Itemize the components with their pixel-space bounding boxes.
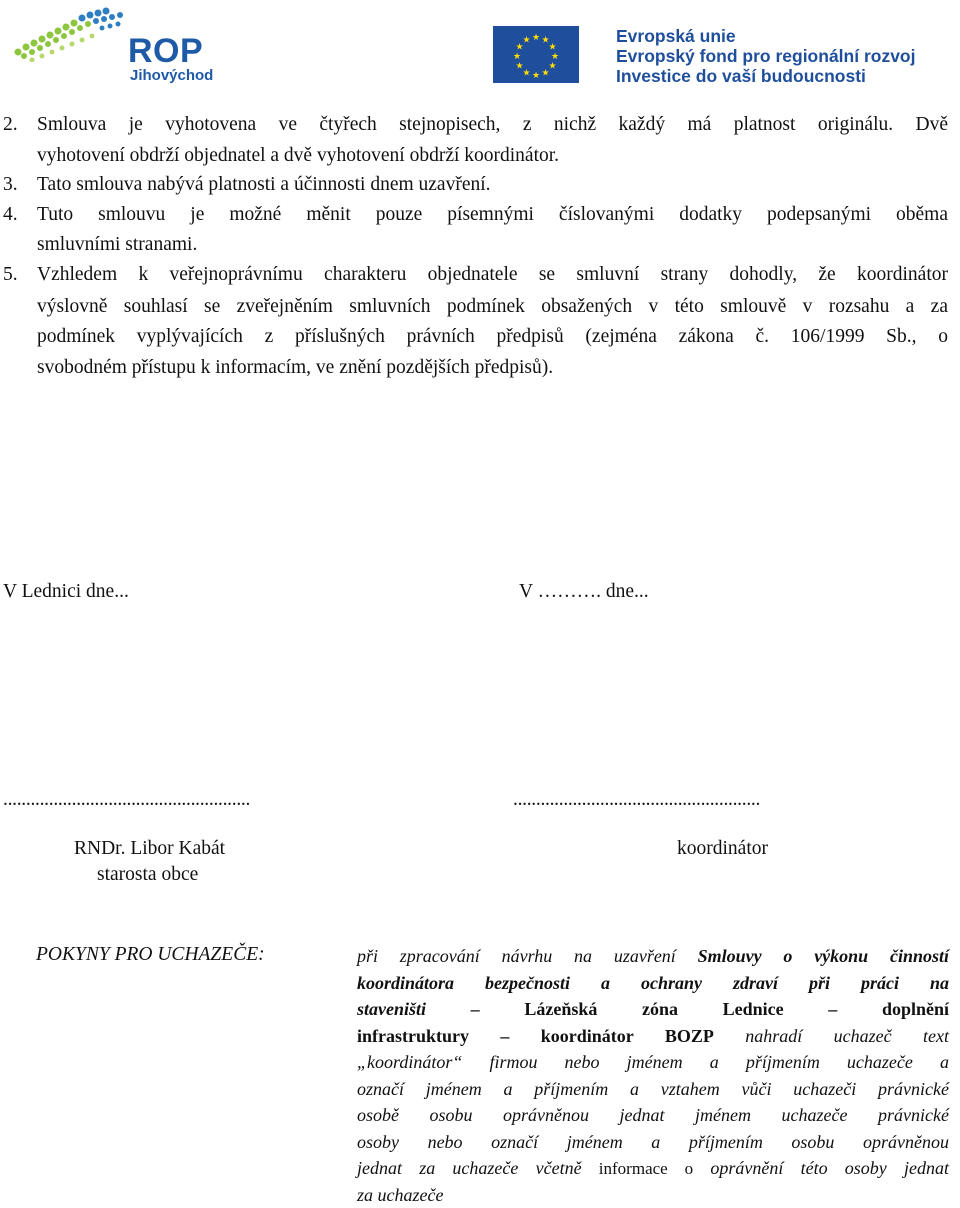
place-date-left: V Lednici dne... [3, 579, 129, 605]
instructions-row-10: za uchazeče [357, 1182, 949, 1208]
instructions-row-2: koordinátora bezpečnosti a ochrany zdraví při práci na [357, 970, 949, 997]
eu-line-3: Investice do vaší budoucnosti [616, 66, 915, 86]
clause-3-number: 3. [3, 172, 18, 198]
instructions-r4b: nahradí uchazeč text [714, 1026, 949, 1046]
instructions-title: POKYNY PRO UCHAZEČE: [36, 942, 265, 968]
instructions-r4a: infrastruktury – koordinátor BOZP [357, 1026, 714, 1046]
clause-3-line-1: Tato smlouva nabývá platnosti a účinnosti dnem uzavření. [37, 172, 491, 198]
instructions-r9b: informace o [599, 1159, 693, 1178]
svg-text:★: ★ [522, 36, 530, 46]
clause-4-line-2: smluvními stranami. [37, 232, 197, 258]
signature-line-right: ...................................................... [513, 787, 760, 813]
instructions-r1a: při zpracování návrhu na uzavření [357, 946, 698, 966]
eu-line-1: Evropská unie [616, 26, 915, 46]
clause-2-line-2: vyhotovení obdrží objednatel a dvě vyhotovení obdrží koordinátor. [37, 143, 559, 169]
instructions-r3b: – Lázeňská zóna Lednice – doplnění [426, 999, 949, 1019]
page-header [0, 0, 960, 100]
instructions-r3a: staveništi [357, 999, 426, 1019]
clause-5-line-2: výslovně souhlasí se zveřejněním smluvních podmínek obsažených v této smlouvě v rozsahu a za [37, 294, 948, 320]
place-date-right: V ………. dne... [519, 579, 649, 605]
clause-4-line-1: Tuto smlouvu je možné měnit pouze písemnými číslovanými dodatky podepsanými oběma [37, 202, 948, 228]
signatory-name-left: RNDr. Libor Kabát [74, 836, 225, 862]
svg-text:★: ★ [513, 52, 521, 62]
signature-line-left: ...................................................... [3, 787, 250, 813]
svg-text:★: ★ [522, 69, 530, 79]
svg-text:★: ★ [541, 69, 549, 79]
rop-region: Jihovýchod [130, 68, 213, 84]
svg-text:★: ★ [532, 71, 540, 81]
instructions-r9c: oprávnění této osoby jednat [693, 1158, 949, 1178]
rop-dots-icon [12, 6, 124, 62]
instructions-row-9 [357, 1155, 949, 1182]
eu-flag-icon [493, 26, 579, 83]
instructions-r1b: Smlouvy o výkonu činností [698, 946, 949, 966]
signatory-role-left: starosta obce [97, 862, 198, 888]
rop-logo [12, 6, 227, 92]
clause-2-number: 2. [3, 112, 18, 138]
instructions-row-7: osobě osobu oprávněnou jednat jménem uchazeče právnické [357, 1102, 949, 1129]
clause-5-line-3: podmínek vyplývajících z příslušných právních předpisů (zejména zákona č. 106/1999 Sb., o [37, 324, 948, 350]
eu-line-2: Evropský fond pro regionální rozvoj [616, 46, 915, 66]
clause-5-line-1: Vzhledem k veřejnoprávnímu charakteru objednatele se smluvní strany dohodly, že koordinátor [37, 262, 948, 288]
instructions-row-8: osoby nebo označí jménem a příjmením osobu oprávněnou [357, 1129, 949, 1156]
svg-text:★: ★ [548, 43, 556, 53]
instructions-row-6: označí jménem a příjmením a vztahem vůči uchazeči právnické [357, 1076, 949, 1103]
clause-2-line-1: Smlouva je vyhotovena ve čtyřech stejnopisech, z nichž každý má platnost originálu. Dvě [37, 112, 948, 138]
rop-name: ROP [128, 34, 203, 68]
instructions-text [357, 943, 949, 1208]
instructions-row-1 [357, 943, 949, 970]
instructions-row-3 [357, 996, 949, 1023]
svg-text:★: ★ [541, 36, 549, 46]
clause-5-number: 5. [3, 262, 18, 288]
instructions-r9a: jednat za uchazeče včetně [357, 1158, 599, 1178]
clause-5-line-4: svobodném přístupu k informacím, ve znění pozdějších předpisů). [37, 355, 553, 381]
eu-text-block [616, 26, 915, 86]
svg-text:★: ★ [532, 33, 540, 43]
svg-text:★: ★ [515, 62, 523, 72]
svg-text:★: ★ [548, 62, 556, 72]
clause-4-number: 4. [3, 202, 18, 228]
svg-text:★: ★ [515, 43, 523, 53]
signatory-role-right: koordinátor [677, 836, 768, 862]
svg-text:★: ★ [551, 52, 559, 62]
instructions-row-4 [357, 1023, 949, 1050]
instructions-row-5: „koordinátor“ firmou nebo jménem a příjmením uchazeče a [357, 1049, 949, 1076]
